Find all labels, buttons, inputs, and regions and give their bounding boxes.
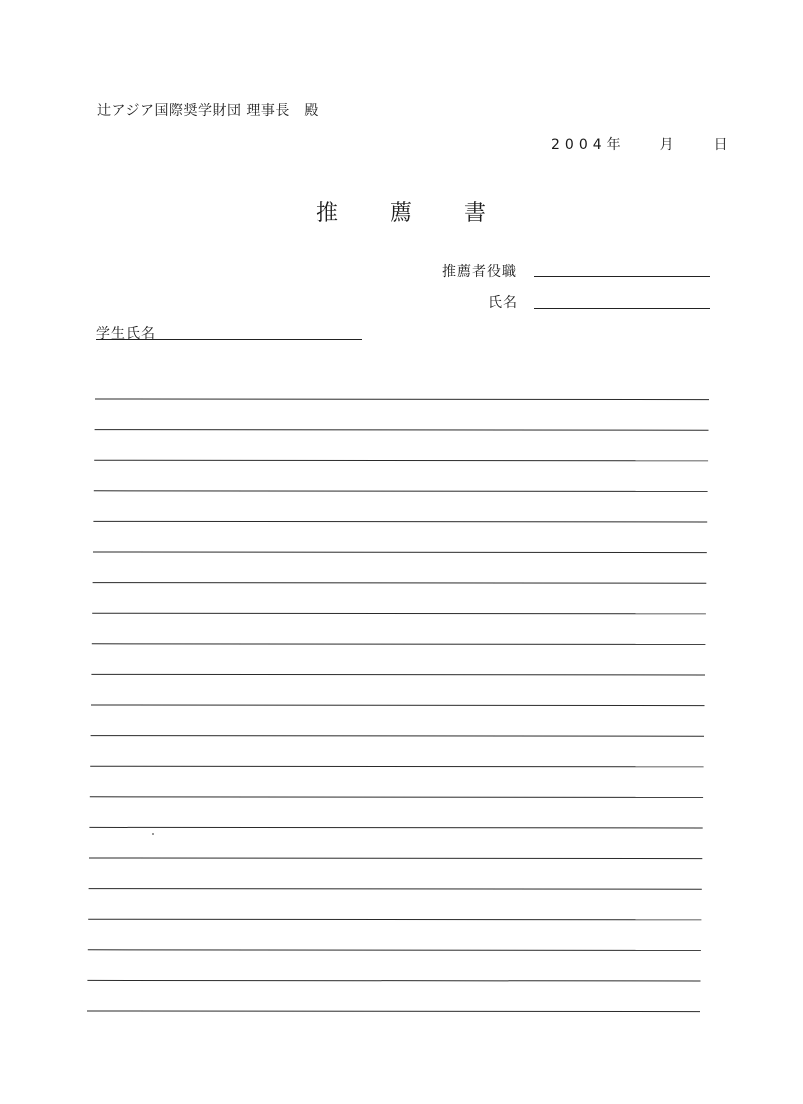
student-name-label: 学生氏名: [96, 326, 156, 342]
writing-line[interactable]: [87, 980, 700, 981]
recommender-name-field[interactable]: [534, 308, 710, 309]
date-day: 日: [713, 137, 728, 153]
writing-line[interactable]: [95, 430, 709, 431]
writing-line[interactable]: [94, 491, 708, 492]
writing-line[interactable]: [93, 521, 707, 522]
document-title: [316, 196, 538, 227]
writing-line[interactable]: [93, 583, 707, 584]
writing-line[interactable]: [91, 705, 705, 706]
writing-line[interactable]: [89, 889, 702, 890]
writing-line[interactable]: [94, 460, 708, 461]
title-char: 薦: [390, 201, 413, 226]
addressee: 辻アジア国際奨学財団 理事長 殿: [97, 103, 319, 119]
writing-line[interactable]: [90, 766, 703, 767]
writing-line[interactable]: [89, 827, 702, 828]
title-char: 書: [464, 201, 487, 226]
writing-line[interactable]: [89, 858, 702, 859]
date-year: 2004年: [551, 137, 626, 153]
writing-line[interactable]: [90, 797, 703, 798]
writing-line[interactable]: [91, 736, 704, 737]
recommender-position-field[interactable]: [534, 276, 710, 277]
date-month: 月: [659, 137, 674, 153]
date-line: [551, 134, 728, 154]
writing-line[interactable]: [93, 552, 707, 553]
recommender-position-label: 推薦者役職: [442, 264, 517, 280]
writing-line[interactable]: [95, 399, 709, 400]
writing-line[interactable]: [87, 1011, 700, 1012]
writing-line[interactable]: [88, 919, 701, 920]
writing-line[interactable]: [92, 644, 706, 645]
writing-line[interactable]: [91, 674, 705, 675]
writing-line[interactable]: [88, 950, 701, 951]
student-name-field[interactable]: [96, 339, 362, 340]
recommender-name-label: 氏名: [488, 295, 518, 311]
writing-line[interactable]: [92, 613, 706, 614]
title-char: 推: [316, 201, 339, 226]
scan-speck: [152, 833, 154, 835]
